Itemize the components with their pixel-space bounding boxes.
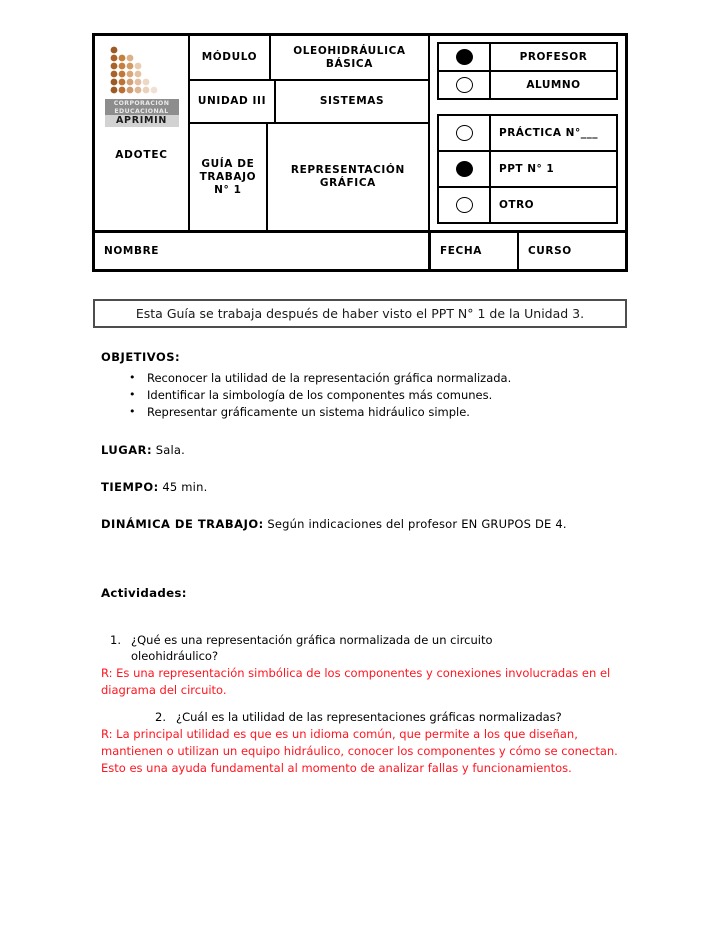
header-info-table — [92, 33, 628, 272]
radio-empty-icon[interactable] — [456, 125, 473, 141]
guia-label: GUÍA DE TRABAJO N° 1 — [190, 124, 268, 230]
answer-1: R: Es una representación simbólica de los componentes y conexiones involucradas en el diagrama del circuito. — [101, 666, 611, 697]
field-row-unidad — [190, 81, 428, 124]
question-2 — [101, 709, 631, 725]
modulo-label: MÓDULO — [190, 36, 271, 79]
guia-value: REPRESENTACIÓN GRÁFICA — [290, 164, 405, 189]
tiempo-line — [101, 479, 631, 495]
curso-label: CURSO — [528, 245, 572, 257]
otro-checkbox-cell[interactable] — [439, 188, 491, 222]
logo-line-corporacion: CORPORACION — [105, 99, 179, 107]
question-1-text: ¿Qué es una representación gráfica normalizada de un circuito oleohidráulico? — [131, 633, 493, 663]
nombre-label: NOMBRE — [104, 245, 160, 257]
activity-2 — [101, 709, 631, 777]
identity-row — [95, 230, 625, 269]
practica-label: PRÁCTICA N°___ — [499, 127, 598, 139]
question-2-number: 2. — [155, 710, 166, 724]
instruction-box: Esta Guía se trabaja después de haber visto el PPT N° 1 de la Unidad 3. — [93, 299, 627, 328]
aprimin-dot-triangle-icon — [106, 44, 178, 98]
logo-line-educacional: EDUCACIONAL — [105, 107, 179, 115]
checkbox-row-practica[interactable] — [439, 116, 616, 150]
type-checkbox-table — [437, 114, 618, 224]
question-2-text: ¿Cuál es la utilidad de las representaciones gráficas normalizadas? — [176, 710, 562, 724]
dinamica-line — [101, 516, 631, 532]
nombre-field[interactable] — [95, 233, 431, 269]
radio-empty-icon[interactable] — [456, 197, 473, 213]
aprimin-logo — [103, 44, 181, 127]
profesor-label: PROFESOR — [519, 51, 588, 63]
checkbox-row-ppt[interactable] — [439, 150, 616, 186]
list-item: • Identificar la simbología de los componentes más comunes. — [147, 387, 631, 404]
unidad-value: SISTEMAS — [319, 95, 385, 107]
alumno-label: ALUMNO — [526, 79, 581, 91]
activity-1 — [101, 632, 631, 699]
lugar-label: LUGAR: — [101, 443, 153, 457]
dinamica-value: Según indicaciones del profesor EN GRUPOS DE 4. — [267, 517, 567, 531]
alumno-checkbox-cell[interactable] — [439, 72, 491, 98]
profesor-checkbox-cell[interactable] — [439, 44, 491, 70]
checkbox-row-alumno[interactable] — [439, 70, 616, 98]
dinamica-label: DINÁMICA DE TRABAJO: — [101, 517, 264, 531]
tiempo-value: 45 min. — [162, 480, 208, 494]
curso-field[interactable] — [519, 233, 625, 269]
modulo-value: OLEOHIDRÁULICA BÁSICA — [293, 44, 406, 70]
field-row-guia — [190, 124, 428, 230]
logo-cell — [95, 36, 190, 230]
list-item: • Reconocer la utilidad de la representación gráfica normalizada. — [147, 370, 631, 387]
practica-checkbox-cell[interactable] — [439, 116, 491, 150]
fecha-label: FECHA — [440, 245, 482, 257]
checkbox-area — [430, 36, 625, 230]
spacer — [101, 699, 631, 709]
lugar-value: Sala. — [155, 443, 185, 457]
fecha-field[interactable] — [431, 233, 519, 269]
ppt-label: PPT N° 1 — [499, 163, 555, 175]
checkbox-row-otro[interactable] — [439, 186, 616, 222]
tiempo-label: TIEMPO: — [101, 480, 159, 494]
radio-filled-icon[interactable] — [456, 161, 473, 177]
otro-label: OTRO — [499, 199, 535, 211]
objetivos-list — [101, 370, 631, 421]
field-row-modulo — [190, 36, 428, 81]
role-checkbox-table — [437, 42, 618, 100]
list-item: • Representar gráficamente un sistema hidráulico simple. — [147, 404, 631, 421]
header-table-top — [95, 36, 625, 230]
question-1-number: 1. — [110, 633, 121, 647]
actividades-heading: Actividades: — [101, 586, 187, 600]
objetivos-heading: OBJETIVOS: — [101, 350, 181, 364]
ppt-checkbox-cell[interactable] — [439, 152, 491, 186]
logo-wordmark — [105, 99, 179, 127]
document-body — [101, 350, 631, 777]
answer-2: R: La principal utilidad es que es un idioma común, que permite a los que diseñan, mantienen o utilizan un equipo hidráulico, conocer los componentes y cómo se conectan. Esto es una ayuda fundamental al momento de analizar fallas y funcionamientos. — [101, 727, 618, 775]
question-1 — [101, 632, 631, 664]
adotec-label: ADOTEC — [115, 149, 168, 162]
unidad-label: UNIDAD III — [190, 81, 276, 122]
logo-brand-aprimin: APRIMIN — [105, 115, 179, 127]
lugar-line — [101, 442, 631, 458]
module-fields — [190, 36, 430, 230]
radio-filled-icon[interactable] — [456, 49, 473, 65]
spacer — [101, 600, 631, 632]
checkbox-row-profesor[interactable] — [439, 44, 616, 70]
radio-empty-icon[interactable] — [456, 77, 473, 93]
